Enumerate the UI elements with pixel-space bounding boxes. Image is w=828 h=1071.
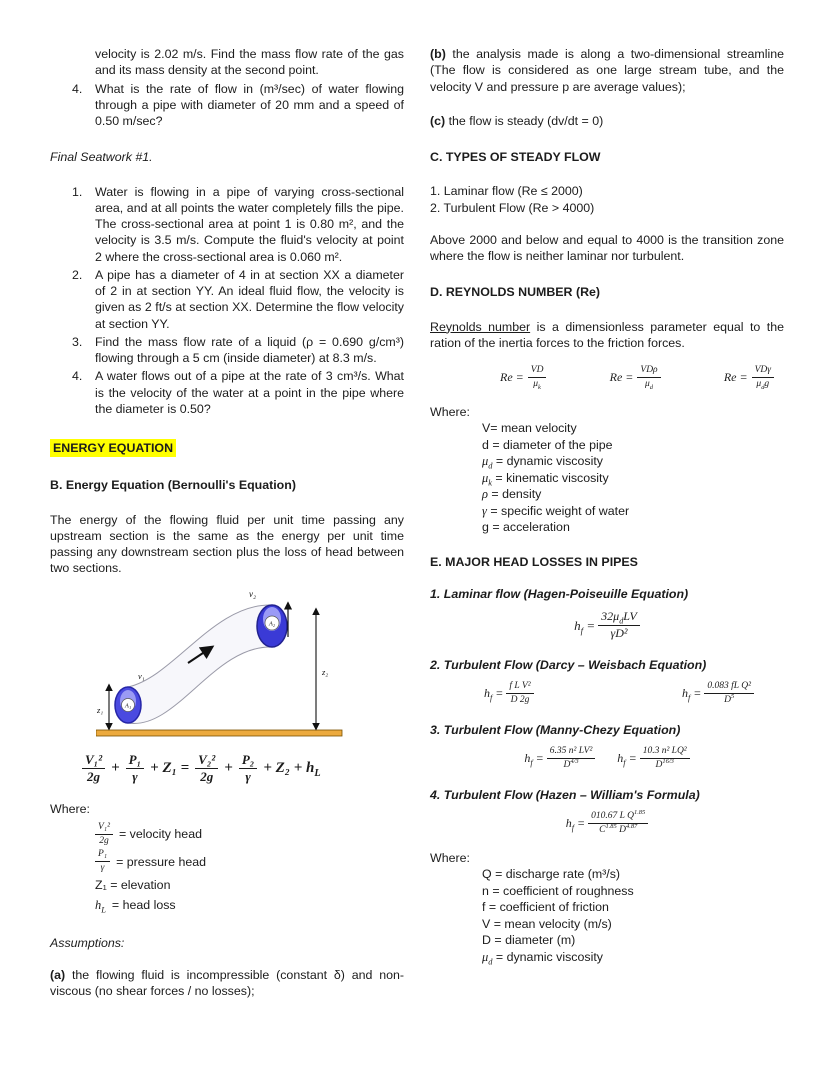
headloss-formula-darcy-2: $h_f$ = $\frac{\text{0.083 fL Q²}}{D^5}$	[682, 681, 754, 706]
operator: +	[224, 760, 233, 777]
list-number: 4.	[72, 81, 83, 96]
bernoulli-diagram	[96, 587, 346, 745]
fraction: $\frac{32\mu_dLV}{\text{γD²}}$	[598, 610, 640, 641]
types-heading: C. TYPES OF STEADY FLOW	[430, 150, 601, 164]
list-item-text: What is the rate of flow in (m³/sec) of water flowing through a pipe with diameter of 20 mm and a speed of 0.50 m/sec?	[95, 81, 404, 128]
list-number: 2.	[72, 267, 83, 282]
assumption-b-text: the analysis made is along a two-dimensional streamline (The flow is considered as one large stream tube, and the velocity V and pressure p are average values);	[430, 47, 784, 94]
symbol: μ	[482, 470, 489, 485]
headloss-formula-chezy-2: $h_f$ = $\frac{\text{10.3 n² LQ²}}{D^{16/3}}$	[617, 746, 689, 771]
darcy-weisbach-title: 2. Turbulent Flow (Darcy – Weisbach Equation)	[430, 657, 707, 672]
def-item: D = diameter (m)	[482, 933, 576, 948]
list-number: 3.	[72, 334, 83, 349]
elevation-1-label: z₁	[97, 704, 104, 715]
hagen-poiseuille-title: 1. Laminar flow (Hagen-Poiseuille Equation)	[430, 586, 689, 601]
list-item	[50, 334, 404, 367]
assumption-c-marker: (c)	[430, 113, 446, 128]
def-item: n = coefficient of roughness	[482, 883, 634, 898]
assumption-a-text: the flowing fluid is incompressible (constant δ) and non-viscous (no shear forces / no losses);	[50, 968, 404, 999]
reynolds-heading: D. REYNOLDS NUMBER (Re)	[430, 285, 601, 300]
symbol: Q	[482, 867, 492, 882]
assumption-b-marker: (b)	[430, 47, 446, 61]
fraction: $\frac{\text{0.083 fL Q²}}{D^5}$	[704, 681, 754, 706]
reynolds-formula-density: Re = $\frac{\text{VDρ}}{\mu_d}$	[610, 365, 661, 390]
where-item-pressure-head	[95, 849, 404, 874]
energy-equation-heading: ENERGY EQUATION	[50, 439, 176, 457]
def-item: d = diameter of the pipe	[482, 437, 613, 452]
fraction: $\frac{\text{f L V²}}{D 2g}$	[506, 681, 533, 706]
fraction: $\frac{\text{P₁}}{\gamma}$	[95, 849, 110, 874]
reynolds-rest: is a dimensionless parameter equal to the ration of the inertia forces to the friction forces.	[430, 319, 784, 350]
left-column	[50, 46, 404, 1043]
def-item: γ = specific weight of water	[482, 503, 630, 518]
bernoulli-where-list	[50, 822, 404, 913]
velocity-head-2-fraction: $\frac{\text{V₂²}}{2g}$	[195, 753, 218, 786]
def-item: V= mean velocity	[482, 421, 577, 436]
fraction: $\frac{\text{VDγ}}{\mu_dg}$	[752, 365, 774, 390]
bernoulli-equation	[82, 753, 404, 786]
def-item: $\mu_k$ = kinematic viscosity	[482, 470, 609, 488]
def-item: ρ = density	[482, 487, 542, 502]
symbol: D	[482, 933, 491, 948]
list-item-text: A water flows out of a pipe at the rate of 3 cm³/s. What is the velocity of the water at a point in the pipe where the diameter is 0.50?	[95, 369, 404, 416]
fraction: $\frac{\text{VDρ}}{\mu_d}$	[637, 365, 660, 390]
operator: +	[111, 760, 120, 777]
where-item-elevation	[95, 877, 404, 893]
reynolds-formula-kinematic: Re = $\frac{VD}{\mu_k}$	[500, 365, 546, 390]
list-item	[50, 368, 404, 417]
energy-paragraph: The energy of the flowing fluid per unit time passing any upstream section is the same as the energy per unit time passing any downstream section plus the loss of head between two sections.	[50, 512, 404, 576]
where-item-velocity-head	[95, 822, 404, 847]
where-item-head-loss	[95, 897, 404, 913]
manny-chezy-formula-row	[430, 746, 784, 771]
where-item-text: Z₁ = elevation	[95, 878, 171, 893]
symbol: ρ	[482, 487, 488, 502]
where-label: Where:	[50, 802, 90, 817]
symbol: μ	[482, 949, 489, 964]
laminar-flow-line: 1. Laminar flow (Re ≤ 2000)	[430, 184, 583, 199]
headloss-definitions	[430, 866, 784, 965]
fraction: $\frac{\text{V₁²}}{2g}$	[95, 822, 113, 847]
headloss-heading: E. MAJOR HEAD LOSSES IN PIPES	[430, 554, 638, 569]
right-column	[430, 46, 784, 1043]
def-item: V = mean velocity (m/s)	[482, 916, 612, 931]
symbol: g	[482, 520, 489, 535]
list-number: 1.	[72, 184, 83, 199]
fraction: $\frac{\text{10.3 n² LQ²}}{D^{16/3}}$	[640, 746, 690, 771]
reynolds-paragraph	[430, 319, 784, 352]
fraction: $\frac{VD}{\mu_k}$	[528, 365, 547, 390]
list-item	[50, 81, 404, 130]
reynolds-where-label: Where:	[430, 404, 470, 419]
symbol: $h_L$	[95, 897, 106, 915]
symbol: V	[482, 421, 491, 436]
velocity-head-1-fraction: $\frac{\text{V₁²}}{2g}$	[82, 753, 105, 786]
assumption-c	[430, 113, 784, 129]
hagen-poiseuille-formula-row	[430, 610, 784, 641]
symbol: μ	[482, 454, 489, 469]
reynolds-definitions	[430, 420, 784, 536]
assumption-c-text: the flow is steady (dv/dt = 0)	[445, 113, 604, 128]
where-item-text: = velocity head	[118, 826, 202, 841]
pressure-head-2-fraction: $\frac{\text{P₂}}{\gamma}$	[239, 753, 257, 786]
def-item: $\mu_d$ = dynamic viscosity	[482, 949, 603, 967]
seatwork-title: Final Seatwork #1.	[50, 150, 153, 165]
list-number: 4.	[72, 369, 83, 384]
reynolds-formulas	[430, 365, 784, 390]
assumptions-label: Assumptions:	[50, 935, 125, 950]
fraction: $\frac{\text{6.35 n² LV²}}{D^{4/3}}$	[547, 746, 596, 771]
fraction: $\frac{010.67 L Q^{1.85}}{C^{1.85} D^{4.87}}$	[588, 811, 648, 836]
headloss-formula-hagen: $h_f$ = $\frac{32\mu_dLV}{\text{γD²}}$	[574, 610, 640, 641]
manny-chezy-title: 3. Turbulent Flow (Manny-Chezy Equation)	[430, 722, 681, 737]
darcy-weisbach-formula-row	[430, 681, 784, 706]
area-2-label: A₂	[268, 620, 276, 628]
flow-types-list	[430, 183, 784, 216]
reynolds-underlined: Reynolds number	[430, 319, 531, 334]
headloss-formula-chezy-1: $h_f$ = $\frac{\text{6.35 n² LV²}}{D^{4/3}}$	[524, 746, 595, 771]
hazen-william-formula-row	[430, 808, 784, 836]
operator: + Z₁ =	[150, 760, 190, 777]
energy-heading-row	[50, 439, 404, 457]
seatwork-list	[50, 184, 404, 418]
assumption-b	[430, 46, 784, 95]
symbol: f	[482, 900, 486, 915]
list-item	[50, 46, 404, 79]
list-item-text: velocity is 2.02 m/s. Find the mass flow rate of the gas and its mass density at the second point.	[95, 47, 404, 78]
headloss-formula-hazen: $h_f$ = $\frac{010.67 L Q^{1.85}}{C^{1.85} D^{4.87}}$	[566, 811, 649, 836]
pressure-head-1-fraction: $\frac{\text{P₁}}{\gamma}$	[126, 753, 144, 786]
hazen-william-title: 4. Turbulent Flow (Hazen – William's Formula)	[430, 787, 700, 802]
assumption-a	[50, 967, 404, 1000]
def-item: Q = discharge rate (m³/s)	[482, 867, 621, 882]
list-item-text: Water is flowing in a pipe of varying cross-sectional area, and at all points the water completely fills the pipe. The cross-sectional area at point 1 is 0.80 m², and the velocity is 3.5 m/s. Compute the fluid's velocity at point 2 where the cross-sectional area is 0.060 m².	[95, 184, 404, 264]
list-item-text: A pipe has a diameter of 4 in at section XX a diameter of 2 in at section YY. An ideal fluid flow, the velocity is given as 2 ft/s at section XX. Determine the flow velocity at section YY.	[95, 267, 404, 331]
symbol: γ	[482, 503, 487, 518]
section-ellipse-2	[257, 605, 287, 647]
reynolds-formula-specific-weight: Re = $\frac{\text{VDγ}}{\mu_dg}$	[724, 365, 774, 390]
where-item-text: = pressure head	[116, 854, 207, 869]
list-item	[50, 267, 404, 332]
headloss-where-label: Where:	[430, 850, 470, 865]
symbol: V	[482, 916, 491, 931]
headloss-formula-darcy-1: $h_f$ = $\frac{\text{f L V²}}{D 2g}$	[484, 681, 534, 706]
assumption-a-marker: (a)	[50, 968, 66, 983]
symbol: d	[482, 437, 489, 452]
area-1-label: A₁	[124, 702, 132, 709]
section-ellipse-1	[115, 687, 141, 723]
intro-list	[50, 46, 404, 129]
ground-line	[96, 730, 342, 736]
velocity-2-label: v₂	[249, 588, 257, 599]
list-item	[50, 184, 404, 265]
symbol: n	[482, 883, 489, 898]
equation-tail: + $Z_2 + h_L$	[263, 760, 321, 780]
def-item: f = coefficient of friction	[482, 900, 609, 915]
stream-tube	[128, 604, 272, 723]
turbulent-flow-line: 2. Turbulent Flow (Re > 4000)	[430, 200, 595, 215]
elevation-2-label: z₂	[322, 666, 329, 677]
velocity-1-label: v₁	[138, 670, 145, 681]
transition-paragraph: Above 2000 and below and equal to 4000 is the transition zone where the flow is neither laminar nor turbulent.	[430, 232, 784, 263]
def-item: g = acceleration	[482, 520, 570, 535]
list-number	[72, 46, 95, 79]
list-item-text: Find the mass flow rate of a liquid (ρ = 0.690 g/cm³) flowing through a 5 cm (inside diameter) at 8.3 m/s.	[95, 334, 404, 365]
def-item: $\mu_d$ = dynamic viscosity	[482, 454, 603, 471]
where-item-text: = head loss	[111, 897, 176, 912]
bernoulli-heading: B. Energy Equation (Bernoulli's Equation)	[50, 478, 296, 493]
